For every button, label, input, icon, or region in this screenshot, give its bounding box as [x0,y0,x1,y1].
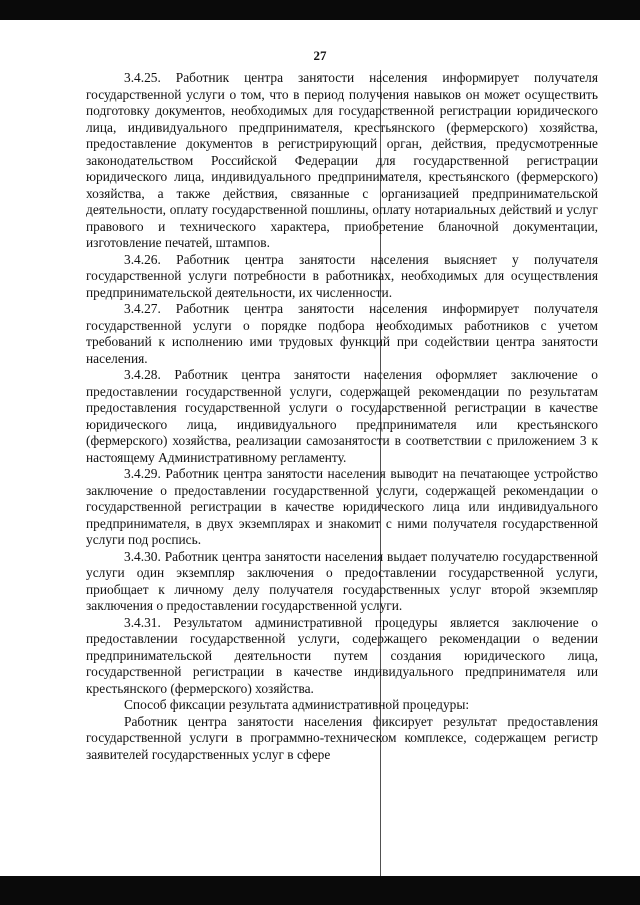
paragraph-3-4-28: 3.4.28. Работник центра занятости населения оформляет заключение о предоставлении государственной услуги, содержащей рекомендации по результатам предоставления государственной услуги о государственной регистрации в качестве юридического лица, индивидуального предпринимателя или крестьянского (фермерского) хозяйства, реализации самозанятости в соответствии с приложением 3 к настоящему Административному регламенту. [86,367,598,465]
paragraph-3-4-25: 3.4.25. Работник центра занятости населения информирует получателя государственной услуги о том, что в период получения навыков он может осуществить подготовку документов, необходимых для государственной регистрации юридического лица, индивидуального предпринимателя, крестьянского (фермерского) хозяйства, предоставление документов в регистрирующий орган, действия, предусмотренные законодательством Российской Федерации для государственной регистрации юридического лица, индивидуального предпринимателя, крестьянского (фермерского) хозяйства, а также действия, связанные с организацией предпринимательской деятельности, оплату государственной пошлины, оплату нотариальных действий и услуг правового и технического характера, приобретение бланочной документации, изготовление печатей, штампов. [86,70,598,250]
paragraph-3-4-29: 3.4.29. Работник центра занятости населения выводит на печатающее устройство заключение о предоставлении государственной услуги, содержащей рекомендации о государственной регистрации в качестве юридического лица или индивидуального предпринимателя, в двух экземплярах и знакомит с ними получателя государственной услуги под роспись. [86,466,598,547]
paragraph-fixation-heading: Способ фиксации результата административной процедуры: [124,697,470,712]
scan-bottom-edge [0,876,640,905]
paragraph-3-4-26: 3.4.26. Работник центра занятости населения выясняет у получателя государственной услуги потребности в работниках, необходимых для осуществления предпринимательской деятельности, их численности. [86,251,598,300]
paragraph-3-4-30: 3.4.30. Работник центра занятости населения выдает получателю государственной услуги один экземпляр заключения о предоставлении государственной услуги, приобщает к личному делу получателя государственных услуг второй экземпляр заключения о предоставлении государственной услуги. [86,548,598,613]
paragraph-3-4-31: 3.4.31. Результатом административной процедуры является заключение о предоставлении государственной услуги, содержащего рекомендации о ведении предпринимательской деятельности путем создания юридического лица, государственной регистрации в качестве индивидуального предпринимателя или крестьянского (фермерского) хозяйства. [86,614,598,696]
document-body [86,70,598,763]
paragraph-3-4-27: 3.4.27. Работник центра занятости населения информирует получателя государственной услуги о порядке подбора необходимых работников с учетом требований к исполнению ими трудовых функций при содействии центра занятости населения. [86,301,598,366]
page-number: 27 [313,48,327,63]
scan-top-edge [0,0,640,20]
paragraph-fixation-method: Работник центра занятости населения фиксирует результат предоставления государственной услуги в программно-техническом комплексе, содержащем регистр заявителей государственных услуг в сфере [86,713,598,762]
